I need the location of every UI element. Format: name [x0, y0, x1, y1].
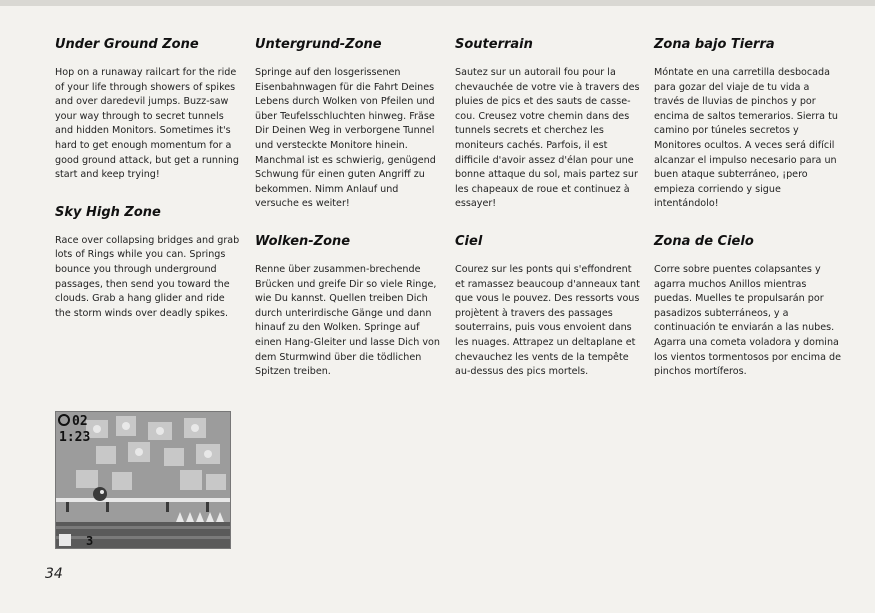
hud-lives: 3 [86, 534, 94, 548]
column-english [55, 36, 243, 321]
section-text: Sautez sur un autorail fou pour la chevauchée de votre vie à travers des pluies de pics et des sauts de casse-cou. Creusez votre chemin dans des tunnels secrets et cherchez les moniteurs cachés. Parfois, il est difficile d'avoir assez d'élan pour une bonne attaque du sol, mais partez sur les chapeaux de roue et continuez à essayer! [455, 67, 640, 210]
game-scene [56, 412, 230, 548]
lives-icon [59, 534, 71, 546]
section-title: Zona bajo Tierra [654, 37, 775, 52]
page-number: 34 [45, 566, 63, 582]
section-text: Race over collapsing bridges and grab lots of Rings while you can. Springs bounce you through underground passages, then send you toward the clouds. Grab a hang glider and ride the storm winds over deadly spikes. [55, 234, 240, 319]
hud-time: 1:23 [59, 430, 91, 445]
section-title: Zona de Cielo [654, 233, 754, 249]
section-text: Renne über zusammen-brechende Brücken und greife Dir so viele Ringe, wie Du kannst. Quellen treiben Dich durch unterirdische Gänge und dann hinauf zu den Wolken. Springe auf einen Hang-Gleiter und lasse Dich von dem Sturmwind über die tödlichen Spitzen treiben. [255, 263, 440, 378]
column-french [455, 36, 643, 380]
game-screenshot [55, 411, 231, 549]
section-title: Under Ground Zone [55, 37, 199, 52]
column-german [255, 36, 443, 380]
section-text: Hop on a runaway railcart for the ride of your life through showers of spikes and over daredevil jumps. Buzz-saw your way through to secret tunnels and hidden Monitors. Sometimes it's hard to get enough momentum for a good ground attack, but get a running start and keep trying! [55, 67, 239, 181]
bridge [56, 498, 230, 502]
column-spanish [654, 36, 842, 380]
hud-rings: 02 [72, 414, 88, 429]
section-text: Springe auf den losgerissenen Eisenbahnwagen für die Fahrt Deines Lebens durch Wolken von Pfeilen und über Teufelsschluchten hinweg. Fräse Dir Deinen Weg in verborgene Tunnel und versteckte Monitore hinein. Manchmal ist es schwierig, genügend Schwung für einen guten Angriff zu bekommen. Nimm Anlauf und versuche es weiter! [255, 67, 436, 210]
section-title: Ciel [455, 233, 483, 249]
section-title: Untergrund-Zone [255, 37, 382, 52]
section-text: Courez sur les ponts qui s'effondrent et ramassez beaucoup d'anneaux tant que vous le pouvez. Des ressorts vous projètent à travers des passages souterrains, puis vous envoient dans les nuages. Attrapez un deltaplane et chevauchez les vents de la tempête au-dessus des pics mortels. [455, 263, 640, 378]
section-title: Sky High Zone [55, 204, 161, 220]
section-title: Souterrain [455, 37, 533, 52]
ground [56, 522, 230, 548]
section-text: Corre sobre puentes colapsantes y agarra muchos Anillos mientras puedas. Muelles te propulsarán por pasadizos subterráneos, y a continuación te enviarán a las nubes. Agarra una cometa voladora y domina los vientos tormentosos por encima de pinchos mortíferos. [654, 263, 842, 378]
sonic-sprite [93, 487, 107, 501]
section-title: Wolken-Zone [255, 233, 351, 249]
section-text: Móntate en una carretilla desbocada para gozar del viaje de tu vida a través de lluvias de pinchos y por encima de saltos temerarios. Sierra tu camino por túneles secretos y Monitores ocultos. A veces será difícil alcanzar el impulso necesario para un buen ataque subterráneo, ¡pero empieza corriendo y sigue intentándolo! [654, 67, 838, 210]
page-top-edge [0, 0, 875, 6]
